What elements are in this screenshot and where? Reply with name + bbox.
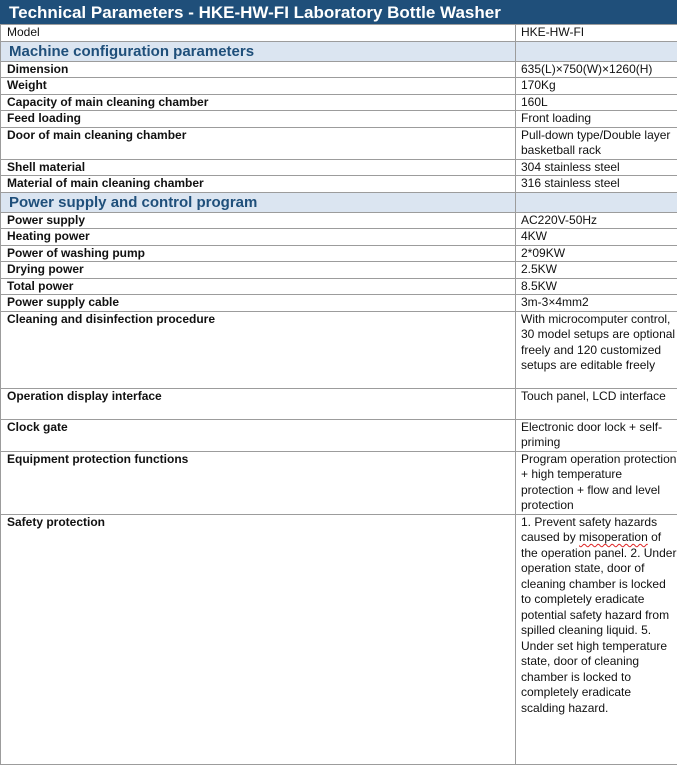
param-value: Electronic door lock + self-priming	[516, 419, 677, 451]
param-label: Weight	[1, 78, 516, 95]
param-label: Power of washing pump	[1, 245, 516, 262]
section-header-machine	[1, 41, 677, 61]
section-title: Power supply and control program	[1, 192, 516, 212]
param-value	[516, 514, 677, 764]
sheet-title: Technical Parameters - HKE-HW-FI Laboratory Bottle Washer	[0, 0, 677, 24]
param-value: 170Kg	[516, 78, 677, 95]
param-label: Power supply	[1, 212, 516, 229]
spec-table	[0, 24, 677, 765]
table-row	[1, 212, 677, 229]
param-value: 635(L)×750(W)×1260(H)	[516, 61, 677, 78]
param-label: Heating power	[1, 229, 516, 246]
param-value: 8.5KW	[516, 278, 677, 295]
param-value: 160L	[516, 94, 677, 111]
param-label: Shell material	[1, 159, 516, 176]
param-label: Material of main cleaning chamber	[1, 176, 516, 193]
param-label: Cleaning and disinfection procedure	[1, 311, 516, 388]
table-row	[1, 514, 677, 764]
table-row	[1, 278, 677, 295]
param-value: 3m-3×4mm2	[516, 295, 677, 312]
safety-text-part: 1. Prevent safety hazards caused by	[521, 515, 657, 545]
model-label: Model	[1, 25, 516, 42]
param-value: 304 stainless steel	[516, 159, 677, 176]
section-spacer	[516, 192, 677, 212]
param-label: Dimension	[1, 61, 516, 78]
table-row	[1, 127, 677, 159]
model-value: HKE-HW-FI	[516, 25, 677, 42]
param-label: Clock gate	[1, 419, 516, 451]
table-row	[1, 176, 677, 193]
table-row	[1, 78, 677, 95]
table-row	[1, 295, 677, 312]
param-label: Door of main cleaning chamber	[1, 127, 516, 159]
section-title: Machine configuration parameters	[1, 41, 516, 61]
table-row	[1, 245, 677, 262]
param-label: Power supply cable	[1, 295, 516, 312]
param-value: 2*09KW	[516, 245, 677, 262]
table-row	[1, 159, 677, 176]
param-label: Equipment protection functions	[1, 451, 516, 514]
spellcheck-flagged-word: misoperation	[579, 530, 648, 544]
param-value: With microcomputer control, 30 model setups are optional freely and 120 customized setups are editable freely	[516, 311, 677, 388]
table-row	[1, 262, 677, 279]
param-value: 316 stainless steel	[516, 176, 677, 193]
param-value: Touch panel, LCD interface	[516, 388, 677, 419]
param-label: Feed loading	[1, 111, 516, 128]
table-row	[1, 388, 677, 419]
section-spacer	[516, 41, 677, 61]
table-row	[1, 25, 677, 42]
param-value: AC220V-50Hz	[516, 212, 677, 229]
table-row	[1, 61, 677, 78]
table-row	[1, 94, 677, 111]
table-row	[1, 311, 677, 388]
section-header-power	[1, 192, 677, 212]
param-label: Operation display interface	[1, 388, 516, 419]
param-value: Pull-down type/Double layer basketball rack	[516, 127, 677, 159]
param-value: 2.5KW	[516, 262, 677, 279]
param-value: Program operation protection + high temperature protection + flow and level protection	[516, 451, 677, 514]
param-label: Drying power	[1, 262, 516, 279]
safety-text-part: of the operation panel. 2. Under operation state, door of cleaning chamber is locked to completely eradicate potential safety hazard from spilled cleaning liquid. 5. Under set high temperature state, door of cleaning chamber is locked to completely eradicate scalding hazard.	[521, 530, 676, 715]
table-row	[1, 419, 677, 451]
param-label: Safety protection	[1, 514, 516, 764]
table-row	[1, 111, 677, 128]
param-value: Front loading	[516, 111, 677, 128]
table-row	[1, 451, 677, 514]
param-label: Total power	[1, 278, 516, 295]
param-label: Capacity of main cleaning chamber	[1, 94, 516, 111]
param-value: 4KW	[516, 229, 677, 246]
table-row	[1, 229, 677, 246]
